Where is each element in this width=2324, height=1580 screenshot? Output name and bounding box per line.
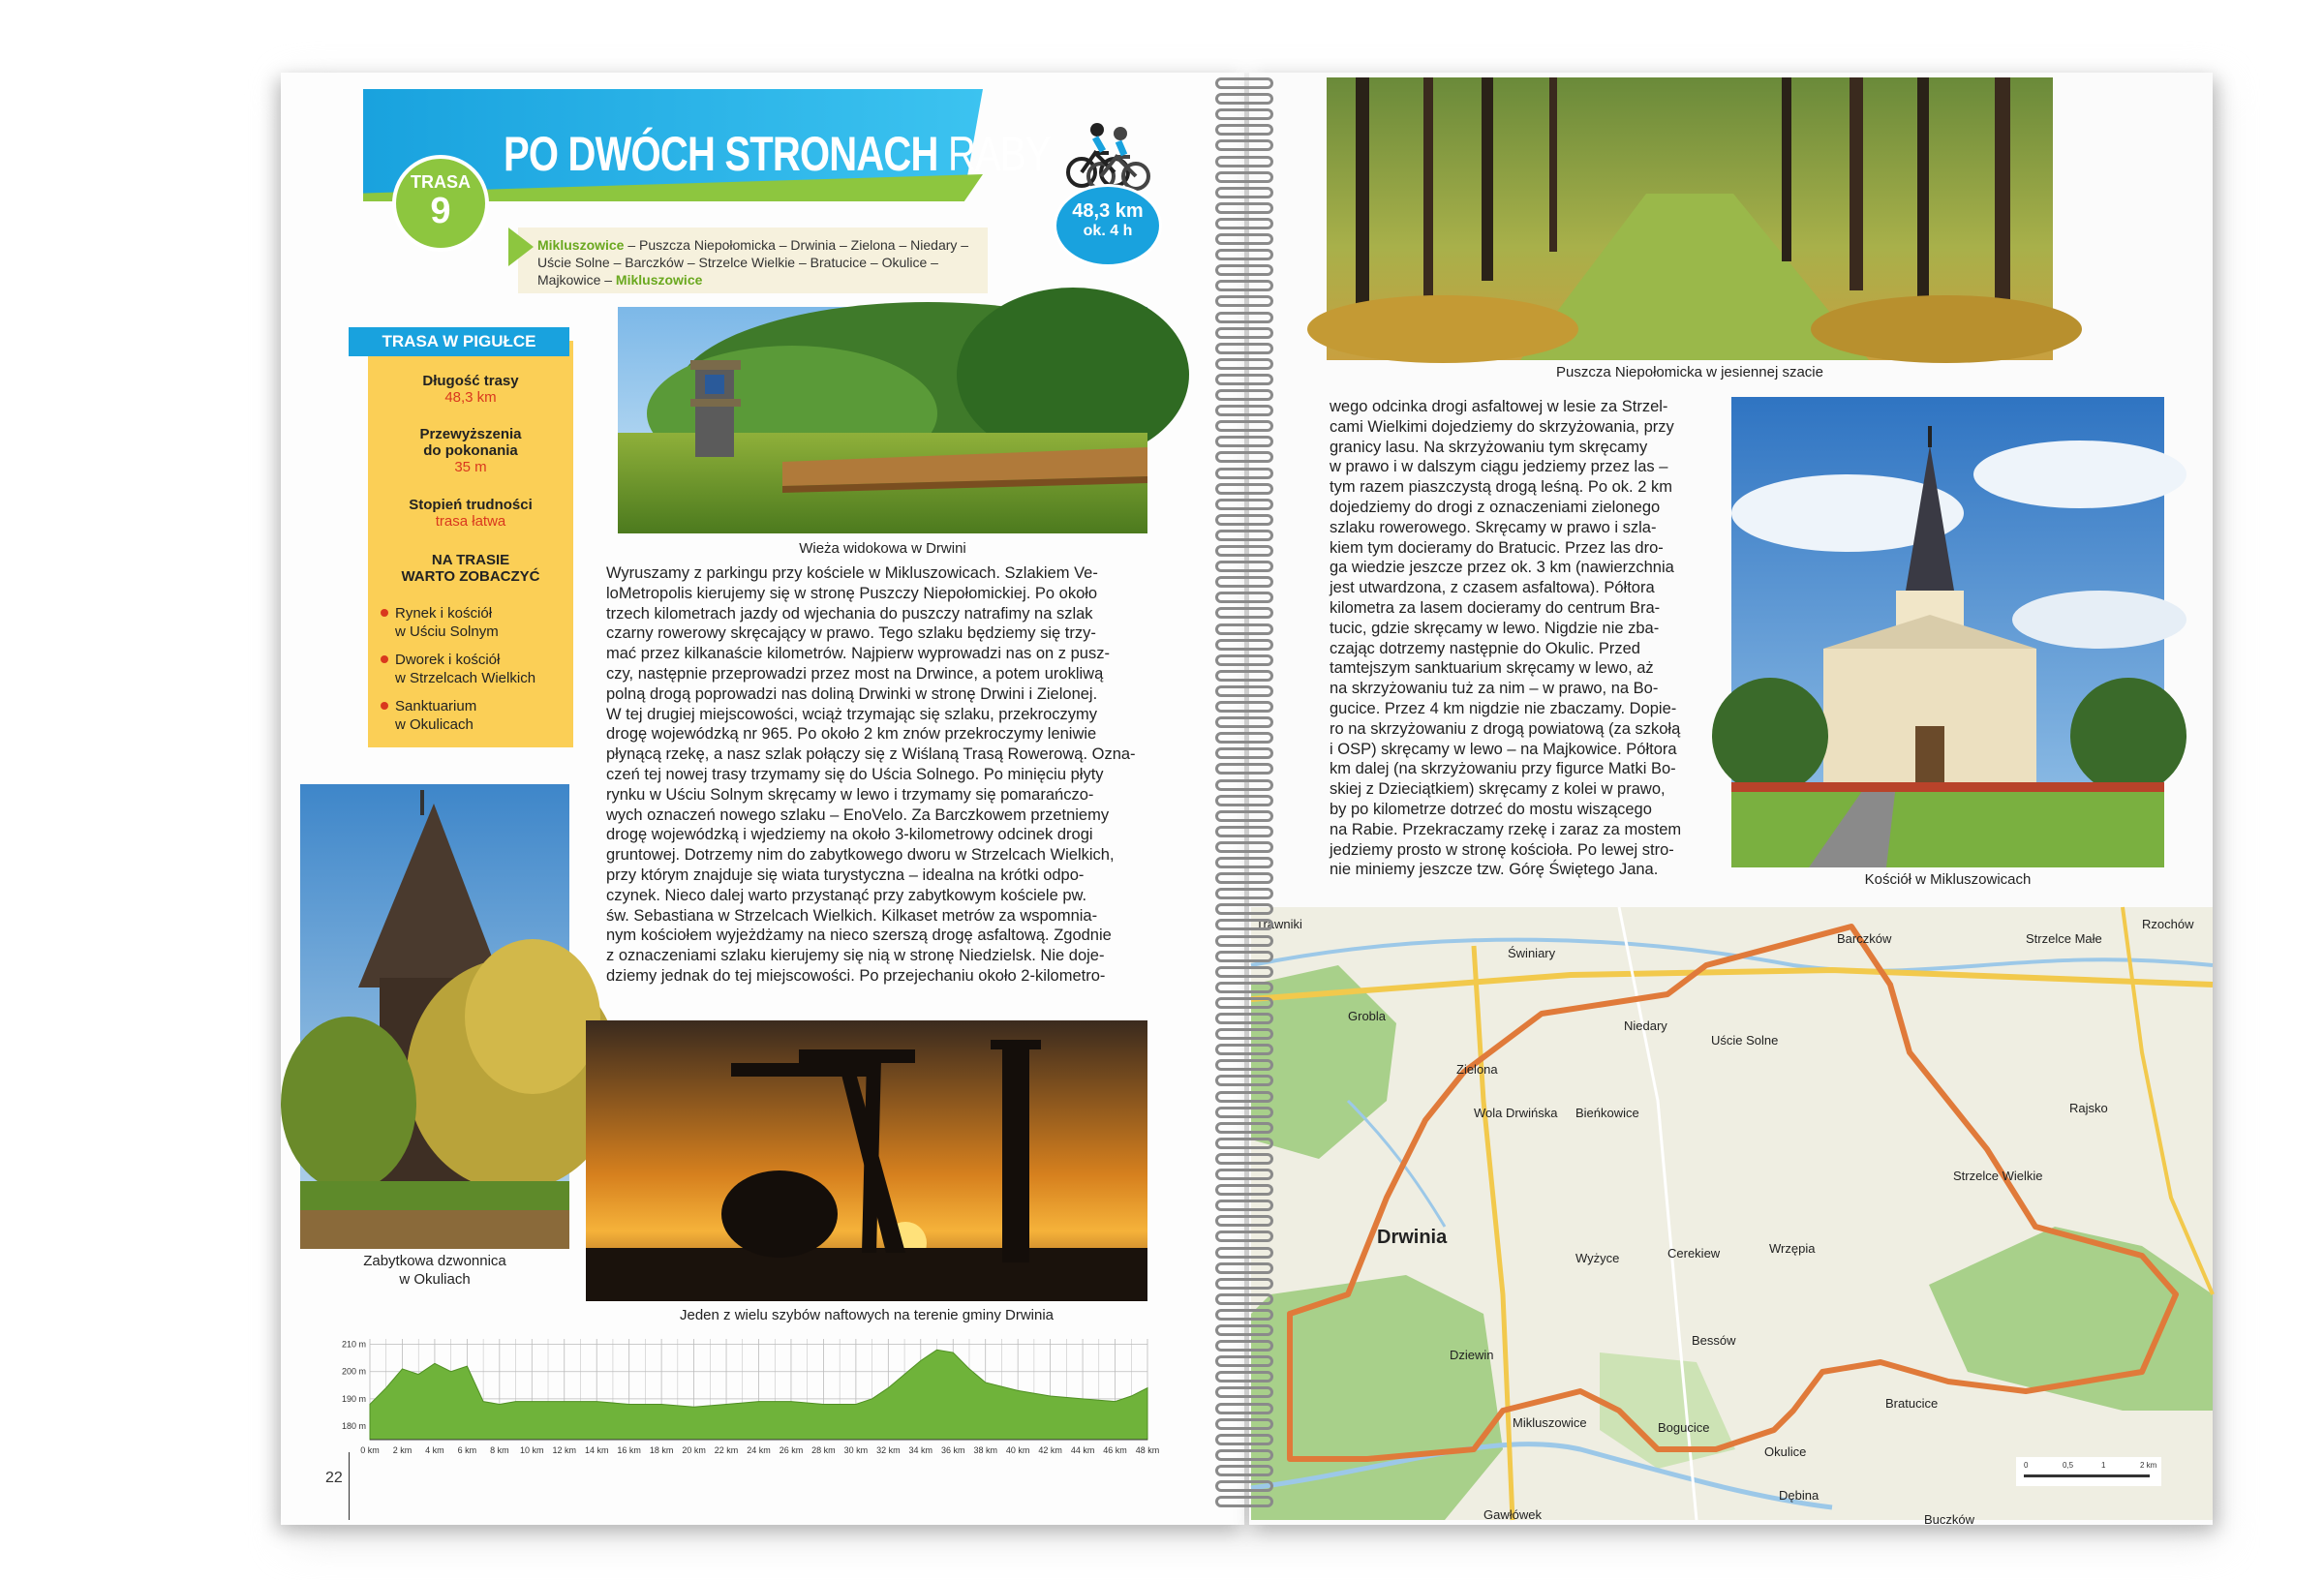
map-place-label: Zielona <box>1456 1062 1498 1077</box>
spiral-coil <box>1215 108 1273 120</box>
spiral-coil <box>1215 1215 1273 1227</box>
spiral-coil <box>1215 420 1273 432</box>
elevation-info: Przewyższenia do pokonania 35 m <box>419 426 522 475</box>
spiral-coil <box>1215 1324 1273 1336</box>
x-tick-label: 46 km <box>1103 1445 1127 1455</box>
spiral-coil <box>1215 1247 1273 1259</box>
spiral-coil <box>1215 1293 1273 1305</box>
scale-label: 0,5 <box>2063 1461 2074 1470</box>
x-tick-label: 28 km <box>811 1445 836 1455</box>
map-place-label: Rajsko <box>2069 1101 2108 1115</box>
map-place-label: Świniary <box>1508 946 1556 960</box>
route-map <box>1251 907 2213 1527</box>
spiral-coil <box>1215 468 1273 479</box>
map-place-label: Strzelce Wielkie <box>1953 1169 2043 1183</box>
spiral-binding <box>1215 77 1273 1520</box>
belfry-photo <box>300 784 569 1249</box>
spiral-coil <box>1215 295 1273 307</box>
spiral-coil <box>1215 124 1273 136</box>
spiral-coil <box>1215 358 1273 370</box>
spiral-coil <box>1215 1371 1273 1382</box>
spiral-coil <box>1215 685 1273 697</box>
y-tick-label: 200 m <box>341 1366 366 1377</box>
spiral-coil <box>1215 156 1273 167</box>
x-tick-label: 18 km <box>649 1445 674 1455</box>
spiral-coil <box>1215 405 1273 416</box>
spiral-coil <box>1215 1262 1273 1274</box>
bullet-icon <box>381 702 388 710</box>
spiral-coil <box>1215 623 1273 635</box>
spiral-coil <box>1215 202 1273 214</box>
spiral-coil <box>1215 1355 1273 1367</box>
spiral-coil <box>1215 1231 1273 1242</box>
x-tick-label: 34 km <box>908 1445 933 1455</box>
spiral-coil <box>1215 919 1273 930</box>
spiral-coil <box>1215 1403 1273 1414</box>
spiral-coil <box>1215 451 1273 463</box>
length-info: Długość trasy 48,3 km <box>422 373 519 406</box>
x-tick-label: 44 km <box>1070 1445 1095 1455</box>
spiral-coil <box>1215 1138 1273 1149</box>
map-place-label: Uście Solne <box>1711 1033 1779 1048</box>
spiral-coil <box>1215 966 1273 978</box>
x-tick-label: 42 km <box>1038 1445 1062 1455</box>
map-place-label: Trawniki <box>1256 917 1302 931</box>
spiral-coil <box>1215 779 1273 791</box>
spiral-coil <box>1215 499 1273 510</box>
map-place-label: Wyżyce <box>1575 1251 1620 1265</box>
map-place-label: Barczków <box>1837 931 1892 946</box>
x-tick-label: 6 km <box>457 1445 477 1455</box>
scale-line <box>2024 1474 2150 1477</box>
spiral-coil <box>1215 545 1273 557</box>
spiral-coil <box>1215 1153 1273 1165</box>
elevation-chart <box>341 1331 1160 1472</box>
x-tick-label: 10 km <box>520 1445 544 1455</box>
spiral-coil <box>1215 483 1273 495</box>
x-tick-label: 14 km <box>584 1445 609 1455</box>
route-number-badge: TRASA 9 <box>392 155 489 252</box>
bullet-icon <box>381 609 388 617</box>
difficulty-info: Stopień trudności trasa łatwa <box>409 497 533 530</box>
spiral-coil <box>1215 249 1273 260</box>
spiral-coil <box>1215 1107 1273 1118</box>
spiral-coil <box>1215 1434 1273 1445</box>
spiral-coil <box>1215 1122 1273 1134</box>
spiral-coil <box>1215 872 1273 884</box>
map-place-label: Mikluszowice <box>1513 1415 1587 1430</box>
x-tick-label: 8 km <box>490 1445 509 1455</box>
spiral-coil <box>1215 716 1273 728</box>
spiral-coil <box>1215 312 1273 323</box>
oil-pump-photo <box>586 1020 1147 1301</box>
bullet-icon <box>381 655 388 663</box>
map-place-label: Rzochów <box>2142 917 2194 931</box>
caption-belfry: Zabytkowa dzwonnica w Okuliach <box>363 1253 506 1288</box>
spiral-coil <box>1215 1386 1273 1398</box>
spiral-coil <box>1215 1028 1273 1040</box>
x-tick-label: 38 km <box>973 1445 997 1455</box>
cyclists-icon <box>1060 116 1155 194</box>
tower-photo <box>618 307 1147 533</box>
caption-oil: Jeden z wielu szybów naftowych na terenie gminy Drwinia <box>679 1307 1054 1323</box>
distance-badge: 48,3 km ok. 4 h <box>1054 184 1162 267</box>
spiral-coil <box>1215 1075 1273 1086</box>
x-tick-label: 20 km <box>682 1445 706 1455</box>
caption-forest: Puszcza Niepołomicka w jesiennej szacie <box>1556 364 1823 380</box>
x-tick-label: 36 km <box>940 1445 965 1455</box>
spiral-coil <box>1215 514 1273 526</box>
forest-photo <box>1327 77 2053 360</box>
spiral-coil <box>1215 607 1273 619</box>
route-arrow-icon <box>508 228 534 266</box>
spiral-coil <box>1215 171 1273 183</box>
spiral-coil <box>1215 903 1273 915</box>
map-place-label: Gawłówek <box>1483 1507 1542 1522</box>
sights-heading: NA TRASIE WARTO ZOBACZYĆ <box>401 552 540 585</box>
spiral-coil <box>1215 1200 1273 1211</box>
page-title: PO DWÓCH STRONACH RABY <box>504 127 1051 181</box>
map-place-label: Dziewin <box>1450 1348 1494 1362</box>
spiral-coil <box>1215 747 1273 759</box>
caption-church: Kościół w Mikluszowicach <box>1864 871 2032 888</box>
spiral-coil <box>1215 810 1273 822</box>
spiral-coil <box>1215 374 1273 385</box>
spiral-coil <box>1215 888 1273 899</box>
spiral-coil <box>1215 1496 1273 1507</box>
spiral-coil <box>1215 951 1273 962</box>
map-scale-bar <box>2016 1457 2161 1486</box>
spiral-coil <box>1215 561 1273 572</box>
x-tick-label: 2 km <box>392 1445 413 1455</box>
body-text-right: wego odcinka drogi asfaltowej w lesie za Strzel- cami Wielkimi dojedziemy do skrzyżowania, przy granicy lasu. Na skrzyżowaniu tym skręcamy w prawo i w dalszym ciągu jedziemy przez las – tym razem piaszczystą drogą leśną. Po ok. 2 km dojedziemy do drogi z oznaczeniami zielonego szlaku rowerowego. Skręcamy w prawo i szla- kiem tym docieramy do Bratucic. Przez las dro- ga wiedzie jeszcze przez ok. 3 km (nawierzchnia jest utwardzona, z czasem asfaltowa). Półtora kilometra za lasem docieramy do centrum Bra- tucic, gdzie skręcamy w lewo. Nigdzie nie zba- czając dotrzemy następnie do Okulic. Przed tamtejszym sanktuarium skręcamy w lewo, aż na skrzyżowaniu tuż za nim – w prawo, na Bo- gucice. Przez 4 km nigdzie nie zbaczamy. Dopie- ro na skrzyżowaniu z drogą powiatową (za szkołą i OSP) skręcamy w lewo – na Majkowice. Półtora km dalej (na skrzyżowaniu przy figurce Matki Bo- skiej z Dzieciątkiem) skręcamy z kolei w prawo, by po kilometrze dotrzeć do mostu wiszącego na Rabie. Przekraczamy rzekę i zaraz za mostem jedziemy prosto w stronę kościoła. Po lewej stro- nie miniemy jeszcze tzw. Górę Świętego Jana. <box>1330 398 1682 879</box>
map-place-label: Wrzępia <box>1769 1241 1816 1256</box>
spiral-coil <box>1215 732 1273 744</box>
scale-label: 0 <box>2024 1461 2029 1470</box>
spiral-coil <box>1215 327 1273 339</box>
x-tick-label: 22 km <box>714 1445 739 1455</box>
scale-label: 1 <box>2101 1461 2106 1470</box>
sight-item: Dworek i kościół w Strzelcach Wielkich <box>395 652 536 686</box>
x-tick-label: 48 km <box>1135 1445 1160 1455</box>
spiral-coil <box>1215 343 1273 354</box>
spiral-coil <box>1215 1013 1273 1024</box>
spiral-coil <box>1215 530 1273 541</box>
y-tick-label: 210 m <box>341 1339 366 1350</box>
spiral-coil <box>1215 218 1273 229</box>
sight-item: Rynek i kościół w Uściu Solnym <box>395 605 499 640</box>
spiral-coil <box>1215 701 1273 713</box>
spiral-coil <box>1215 436 1273 447</box>
map-place-label: Buczków <box>1924 1512 1975 1527</box>
spiral-coil <box>1215 1465 1273 1476</box>
x-tick-label: 24 km <box>747 1445 771 1455</box>
spiral-coil <box>1215 1278 1273 1290</box>
spiral-coil <box>1215 857 1273 868</box>
spiral-coil <box>1215 1091 1273 1103</box>
y-tick-label: 180 m <box>341 1420 366 1431</box>
spiral-coil <box>1215 1449 1273 1461</box>
spiral-coil <box>1215 935 1273 947</box>
x-tick-label: 12 km <box>552 1445 577 1455</box>
spiral-coil <box>1215 1309 1273 1321</box>
map-place-label: Grobla <box>1348 1009 1387 1023</box>
map-place-label: Bieńkowice <box>1575 1106 1639 1120</box>
map-place-label: Okulice <box>1764 1444 1807 1459</box>
spiral-coil <box>1215 592 1273 603</box>
spiral-coil <box>1215 795 1273 806</box>
x-tick-label: 30 km <box>843 1445 869 1455</box>
spiral-coil <box>1215 77 1273 89</box>
spiral-coil <box>1215 763 1273 775</box>
spiral-coil <box>1215 1340 1273 1352</box>
x-tick-label: 0 km <box>360 1445 380 1455</box>
x-tick-label: 32 km <box>876 1445 901 1455</box>
spiral-coil <box>1215 654 1273 666</box>
spiral-coil <box>1215 639 1273 651</box>
spiral-coil <box>1215 576 1273 588</box>
page-number: 22 <box>325 1470 343 1486</box>
map-place-label: Cerekiew <box>1667 1246 1721 1261</box>
spiral-coil <box>1215 1480 1273 1492</box>
x-tick-label: 40 km <box>1005 1445 1030 1455</box>
body-text-left: Wyruszamy z parkingu przy kościele w Mikluszowicach. Szlakiem Ve- loMetropolis kierujemy się w stronę Puszczy Niepołomickiej. Po około trzech kilometrach jazdy od wjechania do puszczy natrafimy na szlak czarny rowerowy skręcający w prawo. Tego szlaku będziemy się trzy- mać przez kilkanaście kilometrów. Najpierw wyprowadzi nas on z pusz- czy, następnie przeprowadzi przez most na Drwince, a potem urokliwą polną drogą poprowadzi nas doliną Drwinki w stronę Drwini i Zielonej. W tej drugiej miejscowości, wciąż trzymając się szlaku, przekroczymy drogę wojewódzką nr 965. Po około 2 km znów przekroczymy leniwie płynącą rzekę, a nasz szlak połączy się z Wiślaną Trasą Rowerową. Ozna- czeń tej nowej trasy trzymamy się do Uścia Solnego. Po minięciu płyty rynku w Uściu Solnym skręcamy w lewo i trzymamy się pomarańczo- wych oznaczeń nowego szlaku – EnoVelo. Za Barczkowem przetniemy drogę wojewódzką i wjedziemy na około 3-kilometrowy odcinek drogi gruntowej. Dotrzemy nim do zabytkowego dworu w Strzelcach Wielkich, przy którym znajduje się wiata turystyczna – idealna na krótki odpo- czynek. Nieco dalej warto przystanąć przy zabytkowym kościele pw. św. Sebastiana w Strzelcach Wielkich. Kilkaset metrów za wspomnia- nym kościołem wyjeżdżamy na nieco szerszą drogę asfaltową. Zgodnie z oznaczeniami szlaku kierujemy się nią w stronę Niedzielsk. Nie doje- dziemy jednak do tej miejscowości. Po przejechaniu około 2-kilometro- <box>606 564 1136 985</box>
spiral-coil <box>1215 264 1273 276</box>
spiral-coil <box>1215 187 1273 198</box>
map-place-label: Bratucice <box>1885 1396 1939 1411</box>
map-place-label: Strzelce Małe <box>2026 931 2102 946</box>
spiral-coil <box>1215 233 1273 245</box>
spiral-coil <box>1215 389 1273 401</box>
page-number-divider <box>349 1452 350 1520</box>
spiral-coil <box>1215 93 1273 105</box>
x-tick-label: 26 km <box>779 1445 804 1455</box>
caption-tower: Wieża widokowa w Drwini <box>799 540 966 557</box>
route-description: Mikluszowice – Puszcza Niepołomicka – Drwinia – Zielona – Niedary – Uście Solne – Barczków – Strzelce Wielkie – Bratucice – Okulice – Majkowice – Mikluszowice <box>537 237 969 288</box>
church-photo <box>1731 397 2164 867</box>
spiral-coil <box>1215 982 1273 993</box>
map-place-label: Dębina <box>1779 1488 1819 1503</box>
spiral-coil <box>1215 1169 1273 1180</box>
scale-label: 2 km <box>2140 1461 2157 1470</box>
x-tick-label: 16 km <box>617 1445 641 1455</box>
spiral-coil <box>1215 841 1273 853</box>
map-place-label: Niedary <box>1624 1018 1667 1033</box>
spiral-coil <box>1215 1418 1273 1430</box>
spiral-coil <box>1215 826 1273 837</box>
spiral-coil <box>1215 670 1273 682</box>
map-place-label: Drwinia <box>1377 1227 1448 1248</box>
spiral-coil <box>1215 1044 1273 1055</box>
spiral-coil <box>1215 1059 1273 1071</box>
sight-item: Sanktuarium w Okulicach <box>395 698 477 733</box>
map-place-label: Wola Drwińska <box>1474 1106 1558 1120</box>
spiral-coil <box>1215 139 1273 151</box>
x-tick-label: 4 km <box>425 1445 444 1455</box>
map-place-label: Bessów <box>1692 1333 1736 1348</box>
y-tick-label: 190 m <box>341 1393 366 1404</box>
summary-heading: TRASA W PIGUŁCE <box>349 327 569 356</box>
spiral-coil <box>1215 997 1273 1009</box>
map-place-label: Bogucice <box>1658 1420 1710 1435</box>
spiral-coil <box>1215 1184 1273 1196</box>
spiral-coil <box>1215 280 1273 291</box>
